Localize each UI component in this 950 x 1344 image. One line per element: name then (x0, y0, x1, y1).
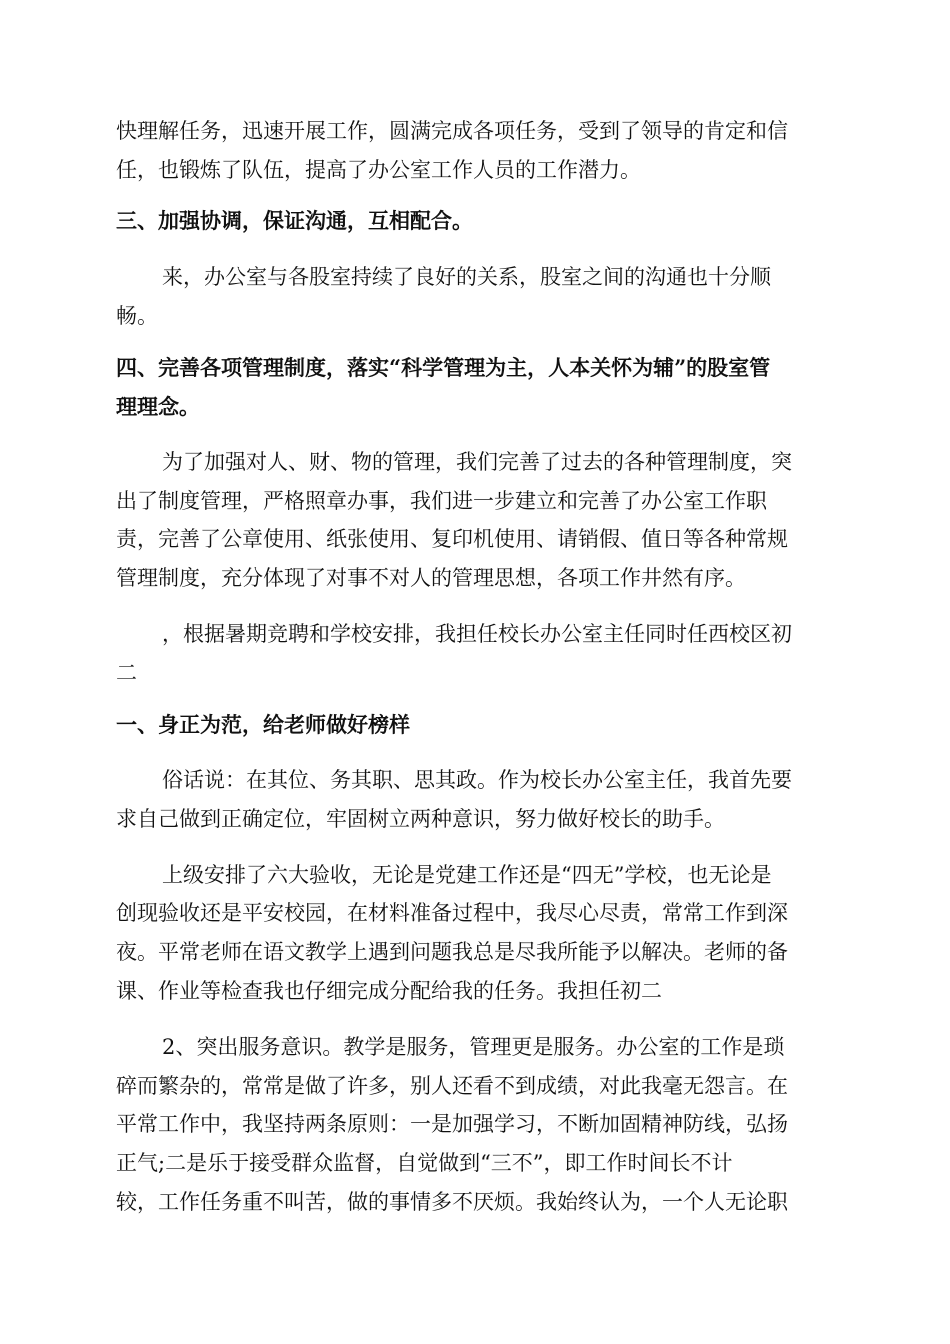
paragraph-line: 任，也锻炼了队伍，提高了办公室工作人员的工作潜力。 (116, 158, 641, 182)
paragraph-line: 课、作业等检查我也仔细完成分配给我的任务。我担任初二 (116, 979, 662, 1003)
paragraph-line: 上级安排了六大验收，无论是党建工作还是“四无”学校，也无论是 (162, 863, 772, 887)
paragraph-line: 来，办公室与各股室持续了良好的关系，股室之间的沟通也十分顺 (162, 265, 771, 289)
paragraph-line: ，根据暑期竞聘和学校安排，我担任校长办公室主任同时任西校区初 (162, 622, 792, 646)
section-heading: 三、加强协调，保证沟通，互相配合。 (116, 208, 473, 233)
paragraph-line: 较，工作任务重不叫苦，做的事情多不厌烦。我始终认为，一个人无论职 (116, 1190, 788, 1214)
paragraph-line: 2、突出服务意识。教学是服务，管理更是服务。办公室的工作是琐 (162, 1035, 785, 1059)
paragraph-line: 为了加强对人、财、物的管理，我们完善了过去的各种管理制度，突 (162, 450, 792, 474)
paragraph-line: 快理解任务，迅速开展工作，圆满完成各项任务，受到了领导的肯定和信 (116, 119, 788, 143)
paragraph-line: 俗话说：在其位、务其职、思其政。作为校长办公室主任，我首先要 (162, 768, 792, 792)
paragraph-line: 碎而繁杂的，常常是做了许多，别人还看不到成绩，对此我毫无怨言。在 (116, 1074, 788, 1098)
paragraph-line: 创现验收还是平安校园，在材料准备过程中，我尽心尽责，常常工作到深 (116, 901, 788, 925)
section-heading: 四、完善各项管理制度，落实“科学管理为主，人本关怀为辅”的股室管 (116, 355, 771, 380)
paragraph-line: 畅。 (116, 304, 158, 328)
paragraph-line: 夜。平常老师在语文教学上遇到问题我总是尽我所能予以解决。老师的备 (116, 940, 788, 964)
paragraph-line: 求自己做到正确定位，牢固树立两种意识，努力做好校长的助手。 (116, 807, 725, 831)
paragraph-line: 管理制度，充分体现了对事不对人的管理思想，各项工作井然有序。 (116, 566, 746, 590)
paragraph-line: 正气;二是乐于接受群众监督，自觉做到“三不”，即工作时间长不计 (116, 1151, 733, 1175)
paragraph-line: 平常工作中，我坚持两条原则：一是加强学习，不断加固精神防线，弘扬 (116, 1112, 788, 1136)
section-heading: 一、身正为范，给老师做好榜样 (116, 712, 410, 737)
paragraph-line: 出了制度管理，严格照章办事，我们进一步建立和完善了办公室工作职 (116, 489, 767, 513)
paragraph-line: 责，完善了公章使用、纸张使用、复印机使用、请销假、值日等各种常规 (116, 527, 788, 551)
paragraph-line: 二 (116, 661, 137, 685)
section-heading: 理理念。 (116, 394, 200, 419)
